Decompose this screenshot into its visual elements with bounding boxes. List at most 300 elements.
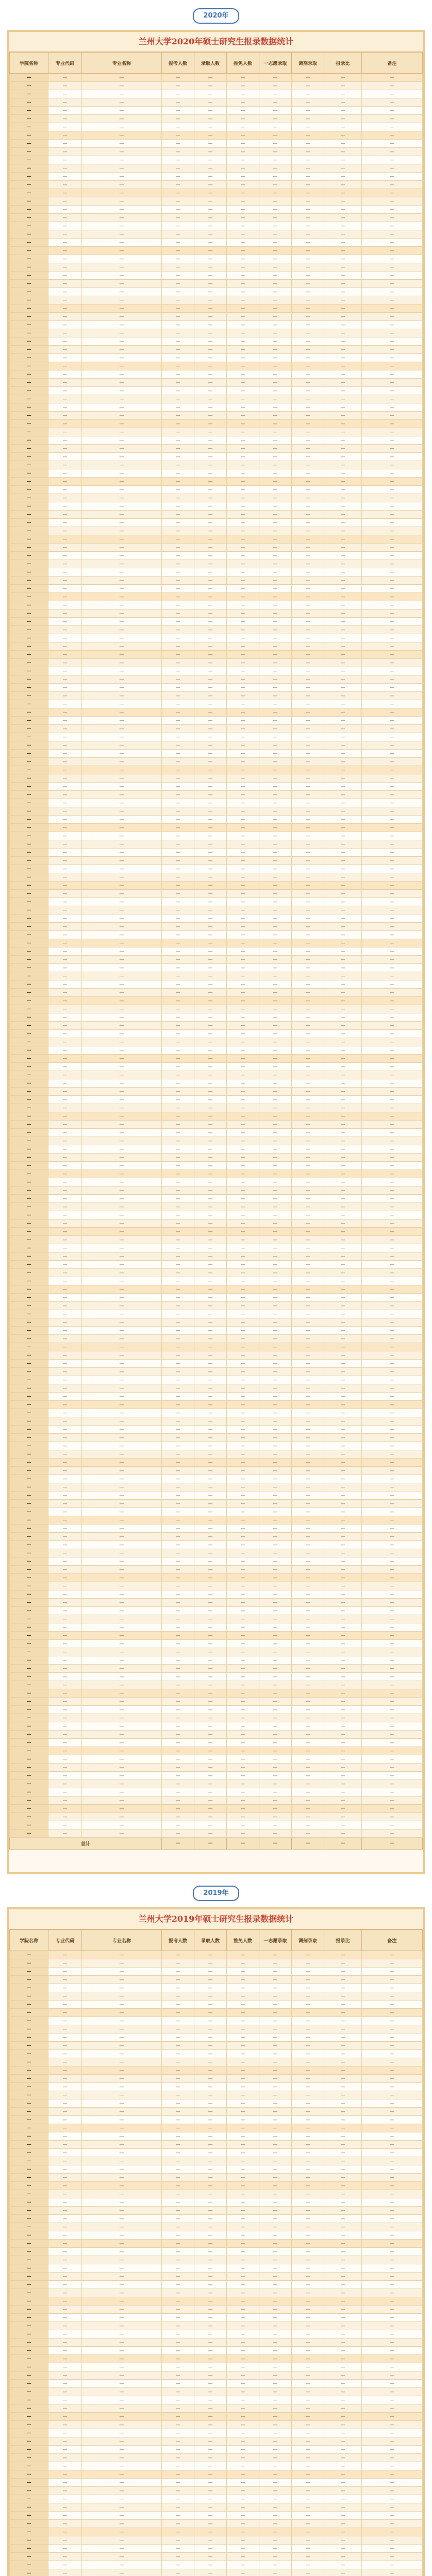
table-cell: — — [292, 1706, 324, 1714]
table-cell: — — [324, 1615, 362, 1623]
table-cell: — — [82, 2487, 162, 2495]
table-cell: — — [162, 1360, 194, 1368]
table-cell: — — [259, 1269, 292, 1277]
table-cell: — — [48, 601, 82, 609]
table-cell: — — [82, 1968, 162, 1976]
table-cell: — — [10, 156, 48, 164]
table-cell: — — [362, 1154, 423, 1162]
table-cell: — — [227, 1805, 259, 1813]
table-cell: — — [362, 997, 423, 1005]
table-cell: — — [194, 1623, 227, 1632]
table-cell: — — [292, 478, 324, 486]
table-cell: — — [324, 1376, 362, 1384]
table-cell: — — [259, 2223, 292, 2231]
table-cell: — — [82, 511, 162, 519]
table-cell: — — [48, 1508, 82, 1516]
table-cell: — — [10, 947, 48, 956]
table-cell: — — [324, 74, 362, 82]
table-cell: — — [82, 197, 162, 206]
year-tab-2020[interactable]: 2020年 — [193, 8, 239, 24]
table-cell: — — [292, 890, 324, 898]
table-cell: — — [324, 2240, 362, 2248]
table-cell: — — [82, 2066, 162, 2075]
table-cell: — — [48, 750, 82, 758]
table-cell: — — [162, 1533, 194, 1541]
table-cell: — — [82, 626, 162, 634]
table-cell: — — [82, 239, 162, 247]
table-cell: — — [194, 1533, 227, 1541]
table-cell: — — [162, 420, 194, 428]
table-cell: — — [82, 1327, 162, 1335]
table-cell: — — [82, 758, 162, 766]
table-cell: — — [162, 980, 194, 989]
table-row — [10, 461, 423, 469]
table-row — [10, 626, 423, 634]
table-row — [10, 412, 423, 420]
table-cell: — — [48, 494, 82, 502]
table-cell: — — [10, 1492, 48, 1500]
table-cell: — — [162, 2231, 194, 2240]
table-cell: — — [227, 2042, 259, 2050]
table-cell: — — [48, 1632, 82, 1640]
table-cell: — — [194, 2009, 227, 2017]
table-cell: — — [324, 1951, 362, 1959]
table-row — [10, 2025, 423, 2033]
table-cell: — — [259, 1607, 292, 1615]
table-cell: — — [227, 1154, 259, 1162]
table-cell: — — [292, 1698, 324, 1706]
table-cell: — — [292, 1384, 324, 1393]
table-cell: — — [162, 2141, 194, 2149]
table-cell: — — [292, 2413, 324, 2421]
table-cell: — — [82, 1244, 162, 1252]
table-cell: — — [292, 1162, 324, 1170]
table-cell: — — [324, 1992, 362, 2001]
table-cell: — — [10, 1005, 48, 1013]
table-cell: — — [227, 2132, 259, 2141]
table-cell: — — [194, 370, 227, 379]
table-cell: — — [324, 1368, 362, 1376]
table-cell: — — [162, 337, 194, 346]
table-cell: — — [162, 1096, 194, 1104]
table-cell: — — [10, 1426, 48, 1434]
table-cell: — — [292, 1351, 324, 1360]
table-cell: — — [194, 1968, 227, 1976]
table-cell: — — [292, 420, 324, 428]
table-cell: — — [82, 2495, 162, 2503]
table-cell: — — [292, 263, 324, 272]
table-cell: — — [259, 733, 292, 741]
table-cell: — — [227, 1055, 259, 1063]
table-row — [10, 1992, 423, 2001]
table-cell: — — [82, 1516, 162, 1524]
table-cell: — — [362, 214, 423, 222]
table-cell: — — [259, 741, 292, 750]
table-cell: — — [82, 255, 162, 263]
table-cell: — — [10, 2157, 48, 2165]
table-cell: — — [10, 2561, 48, 2569]
table-cell: — — [362, 585, 423, 593]
table-cell: — — [292, 1277, 324, 1285]
table-cell: — — [48, 1475, 82, 1483]
table-cell: — — [362, 1821, 423, 1829]
table-cell: — — [48, 304, 82, 313]
table-cell: — — [82, 486, 162, 494]
table-row — [10, 1104, 423, 1112]
table-cell: — — [324, 2503, 362, 2512]
table-cell: — — [324, 667, 362, 675]
table-cell: — — [82, 263, 162, 272]
table-cell: — — [227, 428, 259, 436]
table-cell: — — [227, 370, 259, 379]
table-cell: — — [292, 651, 324, 659]
table-cell: — — [292, 1764, 324, 1772]
table-cell: — — [10, 2470, 48, 2479]
table-cell: — — [10, 931, 48, 939]
table-cell: — — [259, 1549, 292, 1557]
table-cell: — — [324, 626, 362, 634]
table-cell: — — [227, 766, 259, 774]
table-cell: — — [162, 1590, 194, 1599]
table-row — [10, 156, 423, 164]
table-cell: — — [292, 1615, 324, 1623]
table-cell: — — [227, 1475, 259, 1483]
table-cell: — — [48, 469, 82, 478]
table-cell: — — [292, 2429, 324, 2437]
table-cell: — — [10, 370, 48, 379]
table-cell: — — [227, 692, 259, 700]
table-cell: — — [259, 445, 292, 453]
table-cell: — — [10, 980, 48, 989]
header-applicants: 报考人数 — [162, 1930, 194, 1951]
table-cell: — — [82, 2347, 162, 2355]
table-cell: — — [162, 2512, 194, 2520]
table-cell: — — [292, 667, 324, 675]
table-row — [10, 2330, 423, 2338]
table-cell: — — [292, 2281, 324, 2289]
table-cell: — — [48, 2157, 82, 2165]
table-cell: — — [162, 2025, 194, 2033]
table-cell: — — [194, 1442, 227, 1450]
table-cell: — — [194, 1162, 227, 1170]
table-row — [10, 2058, 423, 2066]
table-row — [10, 1976, 423, 1984]
table-cell: — — [227, 2421, 259, 2429]
table-cell: — — [194, 1549, 227, 1557]
year-tab-2019[interactable]: 2019年 — [193, 1886, 239, 1901]
table-cell: — — [227, 799, 259, 807]
table-cell: — — [48, 865, 82, 873]
table-cell: — — [324, 1335, 362, 1343]
table-cell: — — [48, 914, 82, 923]
table-cell: — — [362, 1984, 423, 1992]
table-cell: — — [259, 989, 292, 997]
table-cell: — — [324, 1640, 362, 1648]
table-cell: — — [194, 1739, 227, 1747]
table-cell: — — [162, 1170, 194, 1178]
table-cell: — — [324, 173, 362, 181]
table-cell: — — [259, 461, 292, 469]
table-row — [10, 2487, 423, 2495]
table-cell: — — [194, 832, 227, 840]
table-cell: — — [162, 2371, 194, 2380]
table-cell: — — [227, 2545, 259, 2553]
table-cell: — — [324, 214, 362, 222]
table-cell: — — [48, 1327, 82, 1335]
table-cell: — — [324, 247, 362, 255]
table-cell: — — [162, 2388, 194, 2396]
table-cell: — — [194, 733, 227, 741]
table-cell: — — [362, 2009, 423, 2017]
table-cell: — — [48, 1178, 82, 1187]
table-row — [10, 2338, 423, 2347]
table-cell: — — [259, 1681, 292, 1689]
table-cell: — — [10, 1640, 48, 1648]
table-cell: — — [362, 2561, 423, 2569]
table-row — [10, 2149, 423, 2157]
table-cell: — — [259, 197, 292, 206]
table-cell: — — [82, 601, 162, 609]
table-cell: — — [324, 601, 362, 609]
table-cell: — — [292, 1673, 324, 1681]
table-cell: — — [10, 2338, 48, 2347]
table-cell: — — [227, 1797, 259, 1805]
table-cell: — — [324, 1244, 362, 1252]
table-cell: — — [82, 1582, 162, 1590]
table-cell: — — [48, 1951, 82, 1959]
table-cell: — — [362, 2124, 423, 2132]
table-cell: — — [292, 502, 324, 511]
table-cell: — — [324, 1442, 362, 1450]
table-cell: — — [227, 2099, 259, 2108]
table-cell: — — [362, 1665, 423, 1673]
table-row — [10, 2132, 423, 2141]
table-cell: — — [162, 2157, 194, 2165]
table-cell: — — [292, 2446, 324, 2454]
table-cell: — — [10, 1607, 48, 1615]
table-cell: — — [194, 2058, 227, 2066]
table-row — [10, 1277, 423, 1285]
table-cell: — — [48, 1195, 82, 1203]
table-cell: — — [227, 560, 259, 568]
table-cell: — — [362, 1582, 423, 1590]
table-cell: — — [259, 304, 292, 313]
table-row — [10, 321, 423, 329]
table-row — [10, 2545, 423, 2553]
table-cell: — — [48, 585, 82, 593]
table-row — [10, 2042, 423, 2050]
table-cell: — — [48, 1079, 82, 1088]
table-row — [10, 1607, 423, 1615]
table-cell: — — [259, 568, 292, 577]
table-cell: — — [227, 2174, 259, 2182]
table-cell: — — [162, 2404, 194, 2413]
table-cell: — — [194, 1327, 227, 1335]
table-cell: — — [10, 840, 48, 849]
table-cell: — — [324, 1582, 362, 1590]
table-cell: — — [292, 2314, 324, 2322]
table-cell: — — [362, 758, 423, 766]
table-cell: — — [82, 222, 162, 230]
table-cell: — — [82, 980, 162, 989]
table-cell: — — [48, 2174, 82, 2182]
table-row — [10, 2256, 423, 2264]
table-cell: — — [292, 956, 324, 964]
table-cell: — — [259, 478, 292, 486]
table-row — [10, 1112, 423, 1121]
table-cell: — — [292, 181, 324, 189]
table-row — [10, 1984, 423, 1992]
table-cell: — — [227, 478, 259, 486]
table-cell: — — [162, 2223, 194, 2231]
table-cell: — — [82, 964, 162, 972]
table-cell: — — [48, 1450, 82, 1459]
table-cell: — — [259, 206, 292, 214]
table-cell: — — [10, 634, 48, 642]
table-row — [10, 1541, 423, 1549]
table-cell: — — [259, 115, 292, 123]
table-cell: — — [324, 535, 362, 544]
table-cell: — — [324, 2281, 362, 2289]
table-cell: — — [259, 1764, 292, 1772]
table-row — [10, 1318, 423, 1327]
table-cell: — — [362, 1401, 423, 1409]
table-cell: — — [10, 2240, 48, 2248]
table-cell: — — [10, 882, 48, 890]
table-cell: — — [194, 1401, 227, 1409]
table-cell: — — [259, 1541, 292, 1549]
table-cell: — — [292, 1574, 324, 1582]
table-cell: — — [48, 626, 82, 634]
table-cell: — — [162, 1145, 194, 1154]
table-cell: — — [10, 1046, 48, 1055]
table-cell: — — [48, 2322, 82, 2330]
table-row — [10, 1450, 423, 1459]
table-cell: — — [227, 593, 259, 601]
table-cell: — — [194, 989, 227, 997]
table-cell: — — [227, 2116, 259, 2124]
table-cell: — — [362, 263, 423, 272]
table-cell: — — [10, 2124, 48, 2132]
table-cell: — — [259, 1376, 292, 1384]
table-cell: — — [82, 618, 162, 626]
table-cell: — — [227, 2025, 259, 2033]
table-cell: — — [362, 1632, 423, 1640]
table-cell: — — [48, 2281, 82, 2289]
table-cell: — — [292, 964, 324, 972]
table-cell: — — [259, 107, 292, 115]
table-cell: — — [162, 923, 194, 931]
table-cell: — — [194, 1129, 227, 1137]
table-cell: — — [259, 1434, 292, 1442]
table-cell: — — [162, 181, 194, 189]
table-cell: — — [362, 2149, 423, 2157]
table-cell: — — [162, 1951, 194, 1959]
table-row — [10, 1574, 423, 1582]
table-cell: — — [227, 898, 259, 906]
table-cell: — — [162, 486, 194, 494]
table-cell: — — [227, 2264, 259, 2273]
table-cell: — — [10, 1195, 48, 1203]
table-cell: — — [292, 2380, 324, 2388]
table-row — [10, 1772, 423, 1780]
table-cell: — — [10, 164, 48, 173]
table-cell: — — [324, 1417, 362, 1426]
table-cell: — — [10, 725, 48, 733]
table-cell: — — [292, 2083, 324, 2091]
table-cell: — — [162, 1780, 194, 1788]
table-cell: — — [82, 535, 162, 544]
table-cell: — — [292, 1038, 324, 1046]
table-cell: — — [292, 560, 324, 568]
table-cell: — — [292, 115, 324, 123]
table-cell: — — [48, 1656, 82, 1665]
table-cell: — — [82, 1228, 162, 1236]
table-cell: — — [324, 684, 362, 692]
table-cell: — — [82, 2338, 162, 2347]
table-cell: — — [259, 906, 292, 914]
table-cell: — — [362, 255, 423, 263]
table-cell: — — [82, 2446, 162, 2454]
table-cell: — — [162, 1401, 194, 1409]
table-cell: — — [82, 898, 162, 906]
table-cell: — — [324, 321, 362, 329]
table-cell: — — [362, 634, 423, 642]
table-cell: — — [292, 2289, 324, 2297]
table-cell: — — [362, 502, 423, 511]
table-cell: — — [10, 1467, 48, 1475]
table-cell: — — [10, 181, 48, 189]
table-cell: — — [48, 1376, 82, 1384]
table-cell: — — [82, 2512, 162, 2520]
table-cell: — — [48, 2561, 82, 2569]
table-cell: — — [162, 560, 194, 568]
table-cell: — — [259, 90, 292, 98]
table-cell: — — [48, 1343, 82, 1351]
table-cell: — — [162, 2421, 194, 2429]
table-row — [10, 1689, 423, 1698]
table-row — [10, 1203, 423, 1211]
table-row — [10, 2091, 423, 2099]
table-cell: — — [362, 708, 423, 717]
table-cell: — — [162, 642, 194, 651]
table-cell: — — [194, 898, 227, 906]
table-cell: — — [194, 197, 227, 206]
table-cell: — — [259, 675, 292, 684]
table-cell: — — [10, 1236, 48, 1244]
table-cell: — — [324, 1261, 362, 1269]
table-cell: — — [324, 824, 362, 832]
table-cell: — — [324, 1112, 362, 1121]
table-cell: — — [324, 197, 362, 206]
table-cell: — — [162, 1524, 194, 1533]
table-cell: — — [324, 511, 362, 519]
table-cell: — — [194, 2141, 227, 2149]
table-row — [10, 2528, 423, 2536]
table-cell: — — [292, 2479, 324, 2487]
table-row — [10, 2553, 423, 2561]
table-cell: — — [10, 824, 48, 832]
table-cell: — — [324, 1121, 362, 1129]
table-cell: — — [362, 1764, 423, 1772]
table-cell: — — [292, 1261, 324, 1269]
table-cell: — — [48, 560, 82, 568]
table-cell: — — [82, 2363, 162, 2371]
table-cell: — — [10, 2066, 48, 2075]
table-cell: — — [362, 511, 423, 519]
table-cell: — — [48, 1492, 82, 1500]
table-cell: — — [259, 1706, 292, 1714]
